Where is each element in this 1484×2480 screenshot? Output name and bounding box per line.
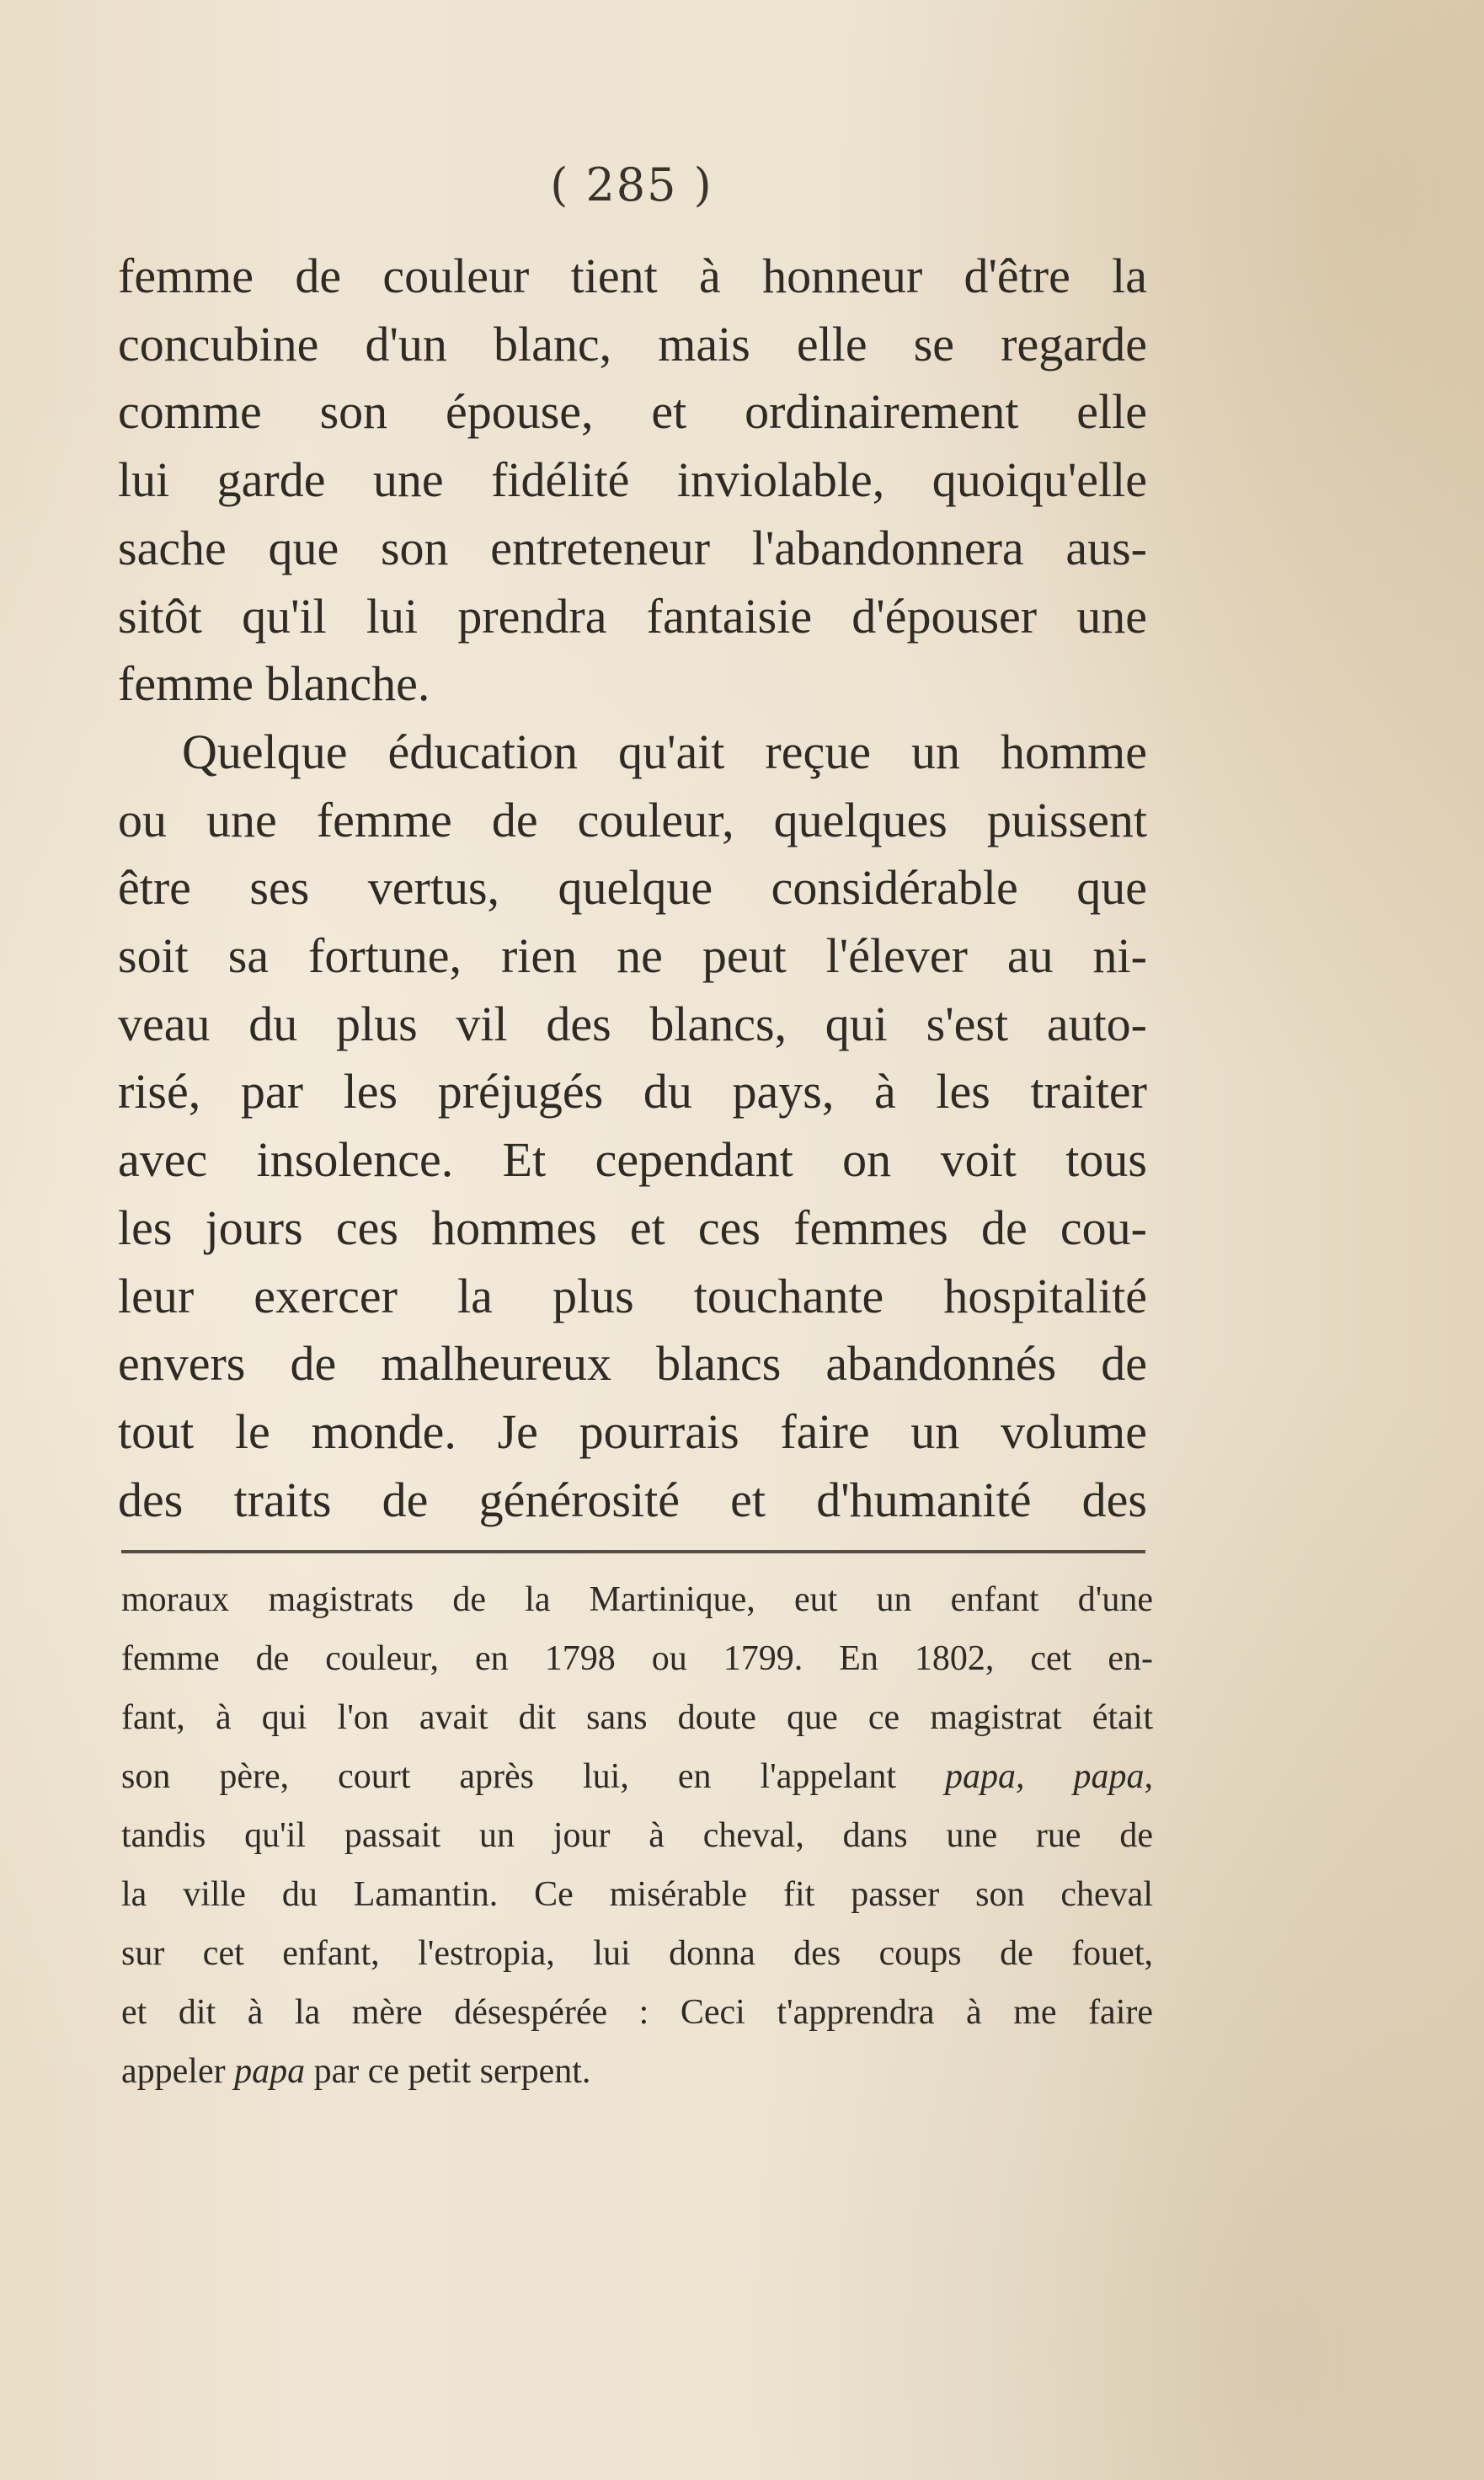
text-line: leur exercer la plus touchante hospitalité: [118, 1268, 1147, 1323]
italic-papa-papa: papa, papa,: [945, 1757, 1153, 1796]
text-line: tout le monde. Je pourrais faire un volume: [118, 1403, 1147, 1459]
footnote-line: [121, 1747, 1153, 1806]
text-line: ou une femme de couleur, quelques puissent: [118, 792, 1147, 847]
text-line: sitôt qu'il lui prendra fantaisie d'épouser une: [118, 588, 1147, 644]
footnote: [121, 1570, 1153, 2101]
footnote-text: son père, court après lui, en l'appelant: [121, 1757, 945, 1796]
footnote-line: la ville du Lamantin. Ce misérable fit passer son cheval: [121, 1875, 1153, 1914]
text-line: Quelque éducation qu'ait reçue un homme: [182, 724, 1147, 779]
text-line: concubine d'un blanc, mais elle se regarde: [118, 316, 1147, 371]
main-text: [118, 243, 1147, 1534]
footnote-divider: [121, 1550, 1145, 1553]
footnote-line: fant, à qui l'on avait dit sans doute que ce magistrat était: [121, 1698, 1153, 1737]
text-line: femme blanche.: [118, 656, 430, 712]
footnote-line: tandis qu'il passait un jour à cheval, dans une rue de: [121, 1816, 1153, 1855]
text-line: comme son épouse, et ordinairement elle: [118, 384, 1147, 440]
text-line: envers de malheureux blancs abandonnés de: [118, 1336, 1147, 1392]
footnote-text: appeler: [121, 2052, 235, 2091]
text-line: des traits de générosité et d'humanité des: [118, 1472, 1147, 1527]
text-line: risé, par les préjugés du pays, à les traiter: [118, 1064, 1147, 1120]
text-line: veau du plus vil des blancs, qui s'est auto-: [118, 996, 1147, 1051]
text-line: femme de couleur tient à honneur d'être la: [118, 249, 1147, 303]
text-line: lui garde une fidélité inviolable, quoiqu'elle: [118, 452, 1147, 508]
footnote-line: sur cet enfant, l'estropia, lui donna des coups de fouet,: [121, 1934, 1153, 1973]
text-line: sache que son entreteneur l'abandonnera aus-: [118, 520, 1147, 575]
text-line: les jours ces hommes et ces femmes de cou-: [118, 1200, 1147, 1255]
footnote-line: et dit à la mère désespérée : Ceci t'apprendra à me faire: [121, 1993, 1153, 2032]
page-number: ( 285 ): [550, 158, 713, 211]
text-line: être ses vertus, quelque considérable que: [118, 860, 1147, 916]
footnote-line: [121, 2042, 1153, 2101]
text-line: avec insolence. Et cependant on voit tous: [118, 1132, 1147, 1188]
italic-papa: papa: [234, 2052, 306, 2091]
footnote-line: femme de couleur, en 1798 ou 1799. En 1802, cet en-: [121, 1639, 1153, 1678]
footnote-line: moraux magistrats de la Martinique, eut un enfant d'une: [121, 1580, 1153, 1619]
footnote-text: par ce petit serpent.: [305, 2052, 591, 2091]
text-line: soit sa fortune, rien ne peut l'élever au ni-: [118, 928, 1147, 984]
